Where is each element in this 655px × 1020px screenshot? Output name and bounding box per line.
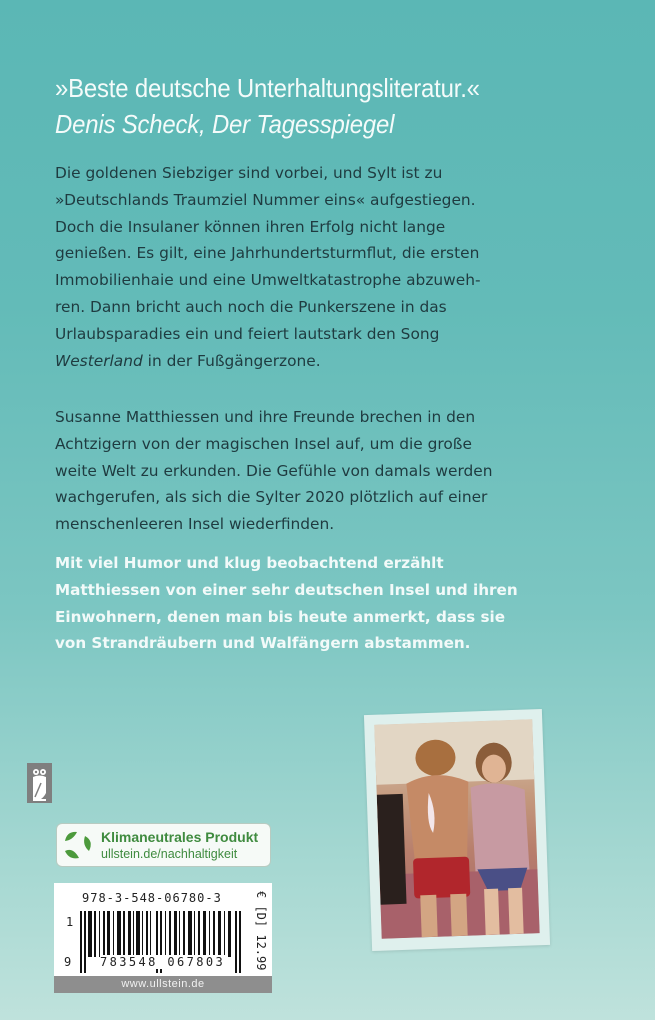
text-line: genießen. Es gilt, eine Jahrhundertsturmflut, die ersten [55,244,480,263]
text-line: menschenleeren Insel wiederfinden. [55,515,335,534]
blurb-paragraph-2 [55,404,615,538]
quote-text: »Beste deutsche Unterhaltungsliteratur.« [55,73,480,103]
isbn-barcode [54,883,272,993]
text-line: weite Welt zu erkunden. Die Gefühle von damals werden [55,461,493,480]
song-title: Westerland [55,351,143,370]
quote-source: Denis Scheck, Der Tagesspiegel [55,109,395,139]
blurb-paragraph-1 [55,160,615,374]
climate-neutral-badge [56,823,271,867]
text-line: Susanne Matthiessen und ihre Freunde brechen in den [55,408,476,426]
barcode-digits: 783548 067803 [100,955,226,969]
addon-digit: 1 [66,915,74,929]
text-line: Einwohnern, denen man bis heute anmerkt, dass sie [55,607,506,626]
text-line: Urlaubsparadies ein und feiert lautstark den Song [55,324,440,343]
text-line: ren. Dann bricht auch noch die Punkerszene in das [55,297,447,316]
text-fragment: in der Fußgängerzone. [142,351,321,370]
photo-image [374,719,539,938]
text-line: Doch die Insulaner können ihren Erfolg nicht lange [55,217,446,236]
text-line: Matthiessen von einer sehr deutschen Insel und ihren [55,580,518,599]
price: € [D] 12.99 [254,891,268,971]
text-line: von Strandräubern und Walfängern abstammen. [55,634,471,653]
text-line: wachgerufen, als sich die Sylter 2020 plötzlich auf einer [55,488,488,507]
text-line: Achtzigern von der magischen Insel auf, um die große [55,434,472,453]
isbn-number: 978-3-548-06780-3 [82,891,222,905]
text-line: Immobilienhaie und eine Umweltkatastrophe abzuweh- [55,271,481,290]
owl-icon [27,763,52,803]
vintage-photo [364,709,550,951]
recycle-leaves-icon [61,827,95,863]
text-line: Die goldenen Siebziger sind vorbei, und Sylt ist zu [55,164,443,182]
badge-url: ullstein.de/nachhaltigkeit [101,847,238,861]
publisher-website: www.ullstein.de [54,976,272,993]
text-line [55,348,615,375]
blurb-highlight [55,550,615,657]
review-quote [55,70,480,142]
text-line: »Deutschlands Traumziel Nummer eins« aufgestiegen. [55,190,476,209]
badge-title: Klimaneutrales Produkt [101,829,259,845]
lead-digit: 9 [64,955,72,969]
text-line: Mit viel Humor und klug beobachtend erzählt [55,554,444,572]
